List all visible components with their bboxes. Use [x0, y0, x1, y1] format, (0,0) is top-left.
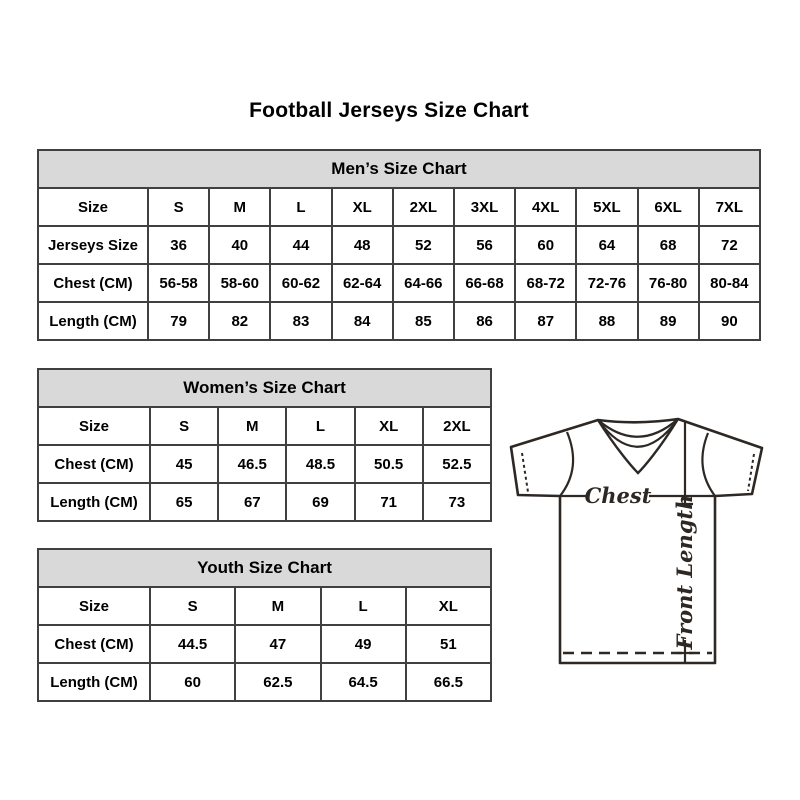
- size-cell: 65: [150, 483, 218, 521]
- size-cell: 51: [406, 625, 491, 663]
- size-cell: 84: [332, 302, 393, 340]
- womens-size-table: [37, 368, 492, 522]
- size-cell: 60: [150, 663, 235, 701]
- size-cell: 66-68: [454, 264, 515, 302]
- row-label: Jerseys Size: [38, 226, 148, 264]
- mens-size-table: [37, 149, 761, 341]
- size-cell: 90: [699, 302, 760, 340]
- size-cell: 46.5: [218, 445, 286, 483]
- row-label: Size: [38, 407, 150, 445]
- size-cell: 45: [150, 445, 218, 483]
- size-cell: 80-84: [699, 264, 760, 302]
- size-cell: 64: [576, 226, 637, 264]
- page-title: Football Jerseys Size Chart: [249, 99, 529, 122]
- size-cell: XL: [406, 587, 491, 625]
- size-cell: 47: [235, 625, 320, 663]
- size-cell: 79: [148, 302, 209, 340]
- size-cell: 36: [148, 226, 209, 264]
- left-armhole-seam: [560, 432, 573, 496]
- size-cell: 2XL: [393, 188, 454, 226]
- youth-size-table: [37, 548, 492, 702]
- size-cell: 48.5: [286, 445, 354, 483]
- size-cell: 56-58: [148, 264, 209, 302]
- row-label: Length (CM): [38, 483, 150, 521]
- row-label: Length (CM): [38, 302, 148, 340]
- size-cell: 49: [321, 625, 406, 663]
- size-cell: 44: [270, 226, 331, 264]
- row-label: Chest (CM): [38, 445, 150, 483]
- size-cell: M: [218, 407, 286, 445]
- size-cell: 62-64: [332, 264, 393, 302]
- size-cell: 44.5: [150, 625, 235, 663]
- size-cell: 87: [515, 302, 576, 340]
- size-cell: S: [150, 587, 235, 625]
- row-label: Size: [38, 587, 150, 625]
- row-label: Chest (CM): [38, 625, 150, 663]
- size-cell: 60: [515, 226, 576, 264]
- table-row: [38, 302, 760, 340]
- size-cell: 6XL: [638, 188, 699, 226]
- table-title: Youth Size Chart: [38, 549, 491, 587]
- size-cell: 76-80: [638, 264, 699, 302]
- size-cell: 50.5: [355, 445, 423, 483]
- jersey-measurement-diagram: [505, 412, 767, 668]
- size-cell: L: [270, 188, 331, 226]
- size-cell: 56: [454, 226, 515, 264]
- size-cell: M: [235, 587, 320, 625]
- size-cell: S: [150, 407, 218, 445]
- table-row: [38, 587, 491, 625]
- row-label: Chest (CM): [38, 264, 148, 302]
- table-row: [38, 625, 491, 663]
- size-cell: 64-66: [393, 264, 454, 302]
- left-cuff-dashed-line: [522, 453, 528, 492]
- jersey-diagram-icon: [505, 412, 767, 668]
- size-cell: 7XL: [699, 188, 760, 226]
- size-cell: 68: [638, 226, 699, 264]
- size-cell: 62.5: [235, 663, 320, 701]
- table-title: Men’s Size Chart: [38, 150, 760, 188]
- size-cell: 4XL: [515, 188, 576, 226]
- row-label: Length (CM): [38, 663, 150, 701]
- size-cell: 73: [423, 483, 491, 521]
- front-length-label: Front Length: [672, 494, 697, 650]
- right-armhole-seam: [702, 433, 715, 496]
- size-cell: XL: [355, 407, 423, 445]
- table-row: [38, 445, 491, 483]
- row-label: Size: [38, 188, 148, 226]
- size-cell: 89: [638, 302, 699, 340]
- size-cell: 67: [218, 483, 286, 521]
- jersey-outline: [511, 419, 762, 663]
- size-cell: 52: [393, 226, 454, 264]
- size-cell: 82: [209, 302, 270, 340]
- table-row: [38, 264, 760, 302]
- table-row: [38, 407, 491, 445]
- table-title: Women’s Size Chart: [38, 369, 491, 407]
- size-cell: 72-76: [576, 264, 637, 302]
- size-cell: 88: [576, 302, 637, 340]
- size-cell: 71: [355, 483, 423, 521]
- size-cell: 48: [332, 226, 393, 264]
- size-cell: M: [209, 188, 270, 226]
- size-cell: 40: [209, 226, 270, 264]
- size-cell: 83: [270, 302, 331, 340]
- size-cell: 64.5: [321, 663, 406, 701]
- size-cell: S: [148, 188, 209, 226]
- size-cell: 2XL: [423, 407, 491, 445]
- size-cell: 5XL: [576, 188, 637, 226]
- chest-label: Chest: [584, 483, 652, 508]
- table-row: [38, 226, 760, 264]
- size-cell: 72: [699, 226, 760, 264]
- size-cell: 86: [454, 302, 515, 340]
- size-cell: 52.5: [423, 445, 491, 483]
- table-row: [38, 188, 760, 226]
- table-row: [38, 483, 491, 521]
- size-cell: L: [321, 587, 406, 625]
- size-cell: L: [286, 407, 354, 445]
- size-cell: 60-62: [270, 264, 331, 302]
- size-cell: 58-60: [209, 264, 270, 302]
- table-row: [38, 663, 491, 701]
- size-cell: 66.5: [406, 663, 491, 701]
- size-cell: 68-72: [515, 264, 576, 302]
- size-cell: 3XL: [454, 188, 515, 226]
- size-cell: XL: [332, 188, 393, 226]
- size-cell: 85: [393, 302, 454, 340]
- size-cell: 69: [286, 483, 354, 521]
